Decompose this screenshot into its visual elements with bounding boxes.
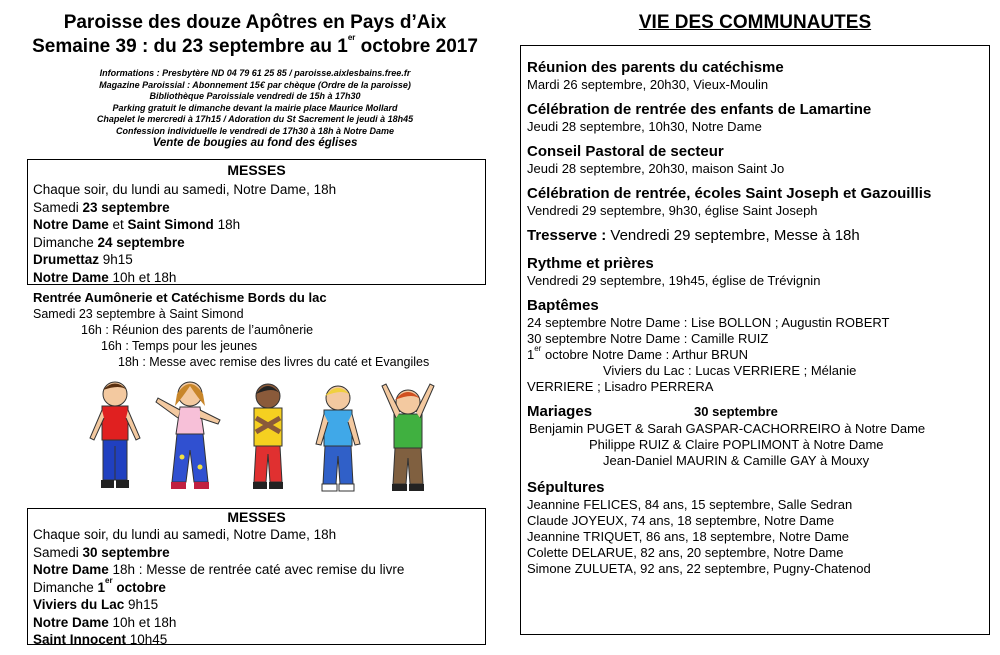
event-text: Vendredi 29 septembre, 9h30, église Saint Joseph	[527, 203, 818, 218]
sepulture-line: Simone ZULUETA, 92 ans, 22 septembre, Pugny-Chatenod	[527, 561, 871, 576]
event-heading: Célébration de rentrée, écoles Saint Joseph et Gazouillis	[527, 185, 932, 202]
rentree-line: 16h : Réunion des parents de l’aumônerie	[81, 323, 314, 337]
mass-line: Saint Innocent 10h45	[33, 632, 168, 647]
info-line: Confession individuelle le vendredi de 17h30 à 18h à Notre Dame	[115, 125, 395, 136]
event-text: Vendredi 29 septembre, 19h45, église de Trévignin	[527, 273, 821, 288]
vie-title: VIE DES COMMUNAUTES	[638, 12, 872, 33]
mass-line: Notre Dame 18h : Messe de rentrée caté avec remise du livre	[33, 562, 405, 577]
mass-line: Notre Dame 10h et 18h	[33, 269, 177, 285]
children-illustration	[70, 372, 450, 507]
mass-line: Dimanche 1er octobre	[33, 575, 166, 595]
info-line: Informations : Presbytère ND 04 79 61 25 85 / paroisse.aixlesbains.free.fr	[99, 68, 411, 78]
candle-sale-note: Vente de bougies au fond des églises	[152, 137, 358, 149]
event-heading: Réunion des parents du catéchisme	[527, 59, 784, 76]
baptemes-section	[527, 297, 989, 395]
info-line: Chapelet le mercredi à 17h15 / Adoration du St Sacrement le jeudi à 18h45	[96, 114, 414, 125]
mariage-line: Jean-Daniel MAURIN & Camille GAY à Mouxy	[603, 453, 870, 468]
sepulture-line: Colette DELARUE, 82 ans, 20 septembre, Notre Dame	[527, 545, 844, 560]
event-heading: Rythme et prières	[527, 255, 654, 272]
event-heading: Conseil Pastoral de secteur	[527, 143, 724, 160]
vie-box	[520, 45, 990, 635]
mass-line: Chaque soir, du lundi au samedi, Notre Dame, 18h	[33, 527, 337, 542]
parish-title: Paroisse des douze Apôtres en Pays d’Aix	[63, 12, 447, 33]
rentree-section	[33, 290, 429, 370]
info-line: Parking gratuit le dimanche devant la mairie place Maurice Mollard	[112, 102, 398, 113]
rentree-line: 18h : Messe avec remise des livres du caté et Evangiles	[118, 355, 430, 369]
info-block	[20, 68, 490, 138]
child-figure	[316, 386, 360, 491]
messes-title: MESSES	[227, 162, 286, 178]
event-tresserve: Tresserve : Vendredi 29 septembre, Messe à 18h	[527, 227, 860, 244]
event-saint-joseph	[527, 185, 989, 219]
rentree-title: Rentrée Aumônerie et Catéchisme Bords du lac	[33, 290, 327, 305]
event-catechism-parents	[527, 59, 989, 93]
messes-box-week1	[27, 159, 486, 285]
child-figure	[90, 382, 140, 488]
event-rythme	[527, 255, 989, 289]
bapteme-line: Viviers du Lac : Lucas VERRIERE ; Mélanie	[603, 363, 857, 378]
info-line: Bibliothèque Paroissiale vendredi de 15h à 17h30	[149, 91, 361, 102]
rentree-line: 16h : Temps pour les jeunes	[101, 339, 258, 353]
event-pastoral-council	[527, 143, 989, 177]
mass-line: Notre Dame et Saint Simond 18h	[33, 217, 241, 232]
event-text: Jeudi 28 septembre, 20h30, maison Saint Jo	[527, 161, 785, 176]
mariage-line: Benjamin PUGET & Sarah GASPAR-CACHORREIRO à Notre Dame	[529, 421, 926, 436]
mass-line: Notre Dame 10h et 18h	[33, 614, 177, 630]
child-figure	[382, 384, 434, 491]
rentree-line: Samedi 23 septembre à Saint Simond	[33, 307, 244, 321]
info-line: Magazine Paroissial : Abonnement 15€ par chèque (Ordre de la paroisse)	[99, 79, 411, 90]
messes-box-week2	[27, 508, 486, 645]
week-title: Semaine 39 : du 23 septembre au 1er octobre 2017	[32, 33, 478, 57]
bapteme-line: 24 septembre Notre Dame : Lise BOLLON ; Augustin ROBERT	[527, 315, 890, 330]
mass-line: Samedi 23 septembre	[33, 199, 170, 215]
sepulture-line: Jeannine TRIQUET, 86 ans, 18 septembre, Notre Dame	[527, 529, 850, 544]
sepultures-heading: Sépultures	[527, 479, 605, 496]
sepultures-section	[527, 479, 989, 577]
mariages-section	[527, 403, 989, 469]
mass-line: Dimanche 24 septembre	[33, 234, 185, 250]
bapteme-line: 30 septembre Notre Dame : Camille RUIZ	[527, 331, 769, 346]
event-text: Mardi 26 septembre, 20h30, Vieux-Moulin	[527, 77, 769, 92]
mass-line: Samedi 30 septembre	[33, 544, 170, 560]
sepulture-line: Claude JOYEUX, 74 ans, 18 septembre, Notre Dame	[527, 513, 835, 528]
bapteme-line: 1er octobre Notre Dame : Arthur BRUN	[527, 344, 748, 362]
bapteme-line: VERRIERE ; Lisadro PERRERA	[527, 379, 714, 394]
mass-line: Viviers du Lac 9h15	[33, 597, 159, 612]
mariages-heading: Mariages 30 septembre	[527, 403, 778, 420]
mariage-line: Philippe RUIZ & Claire POPLIMONT à Notre Dame	[589, 437, 884, 452]
sepulture-line: Jeannine FELICES, 84 ans, 15 septembre, Salle Sedran	[527, 497, 853, 512]
baptemes-heading: Baptêmes	[527, 297, 599, 314]
child-figure	[156, 382, 220, 489]
event-text: Jeudi 28 septembre, 10h30, Notre Dame	[527, 119, 762, 134]
child-figure	[253, 384, 283, 489]
event-lamartine	[527, 101, 989, 135]
mass-line: Chaque soir, du lundi au samedi, Notre Dame, 18h	[33, 182, 337, 197]
mass-line: Drumettaz 9h15	[33, 252, 133, 267]
event-heading: Célébration de rentrée des enfants de Lamartine	[527, 101, 872, 118]
messes-title: MESSES	[227, 509, 286, 525]
